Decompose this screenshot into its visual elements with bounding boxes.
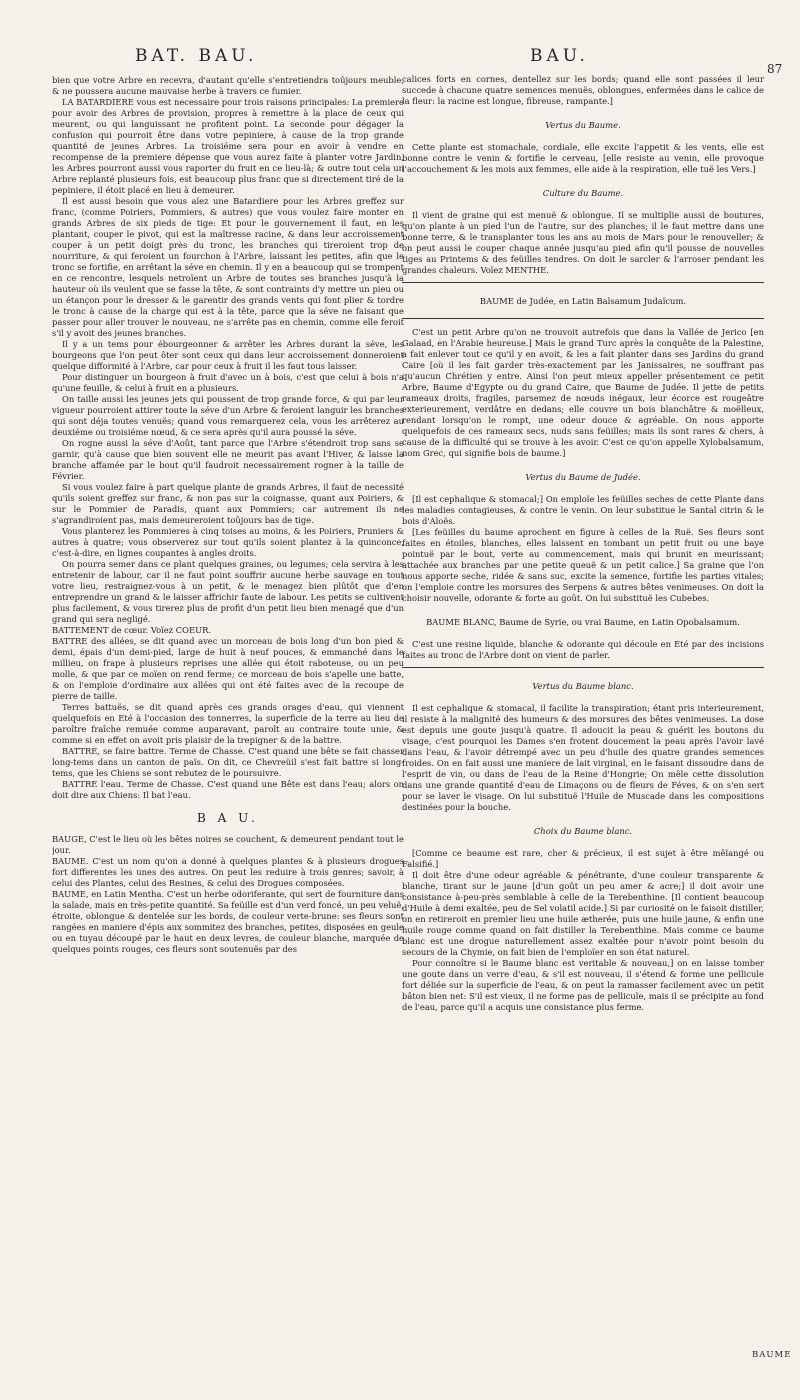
entry-battre-eau: BATTRE l'eau. Terme de Chasse. C'est quand une Bête est dans l'eau; alors on doit dire aux Chiens: Il bat l'eau. <box>52 779 404 800</box>
paragraph: calices forts en cornes, dentellez sur les bords; quand elle sont passées il leur succede à chacune quatre semences menuës, oblongues, enfermées dans le calice de la fleur: la racine est longue, fibreuse, rampante.] <box>402 74 764 106</box>
entry-battre-chasse: BATTRE, se faire battre. Terme de Chasse. C'est quand une bête se fait chasser long-tems dans un canton de païs. On dit, ce Chevreüil s'est fait battre si long-tems, que les Chiens se sont rebutez de le poursuivre. <box>52 746 404 778</box>
paragraph: bien que votre Arbre en recevra, d'autant qu'elle s'entretiendra toûjours meuble, & ne poussera aucune mauvaise herbe à travers ce fumier. <box>52 75 404 96</box>
subheading: Culture du Baume. <box>542 188 624 198</box>
entry-terres-battues: Terres battuës, se dit quand après ces grands orages d'eau, qui viennent quelquefois en Eté à l'occasion des tonnerres, la superficie de la terre au lieu de paroître fraîche remuée comme auparavant, paroît au contraire toute unie, & comme si en effet on avoit pris plaisir de la trepigner & de la battre. <box>52 702 404 745</box>
paragraph: Il vient de graine qui est menuë & oblongue. Il se multiplie aussi de boutures, qu'on plante à un pied l'un de l'autre, sur des planches; il le faut mettre dans une bonne terre, & le transplanter tous les ans au mois de Mars pour le renouveller; & on peut aussi le couper chaque année jusqu'au pied afin qu'il pousse de nouvelles tiges au Printems & des feüilles tendres. On doit le sarcler & l'arroser pendant les grandes chaleurs. Voïez MENTHE. <box>402 210 764 275</box>
paragraph: Il y a un tems pour ébourgeonner & arrêter les Arbres durant la séve, les bourgeons que l'on peut ôter sont ceux qui dans leur accroissement donneroient quelque difformité à l'Arbre, car pour ceux à fruit il les faut tous laisser. <box>52 339 404 371</box>
running-head-right: BAU. <box>530 46 589 66</box>
paragraph: On pourra semer dans ce plant quelques graines, ou legumes; cela servira à les entretenir de labour, car il ne faut point souffrir aucune herbe sauvage en tout votre lieu, restraignez-vous à un petit, & le menagez bien plûtôt que d'en entreprendre un grand & le laisser affrichir faute de labour. Les petits se cultivent plus facilement, & vous tirerez plus de profit d'un petit lieu bien menagé que d'un grand qui sera negligé. <box>52 559 404 624</box>
paragraph: C'est un petit Arbre qu'on ne trouvoit autrefois que dans la Vallée de Jerico [en Galaad, en l'Arabie heureuse.] Mais le grand Turc après la conquête de la Palestine, a fait enlever tout ce qu'il y en avoit, & les a fait planter dans ses Jardins du grand Caire [où il les fait garder très-exactement par les Janissaires, ne souffrant pas qu'aucun Chrétien y entre. Ainsi l'on peut mieux appeller présentement ce petit Arbre, Baume d'Egypte ou du grand Caire, que Baume de Judée. Il jette de petits rameaux droits, fragiles, parsemez de nœuds inégaux, leur écorce est rougeâtre exterieurement, verdâtre en dedans; elle couvre un bois blanchâtre & moëlleux, rendant lorsqu'on le rompt, une odeur douce & agréable. On nous apporte quelquefois de ces rameaux secs, nuds sans feüilles; mais ils sont rares & chers, à cause de la difficulté qui se trouve à les avoir. C'est ce qu'on appelle Xylobalsamum, nom Grec, qui signifie bois de baume.] <box>402 327 764 458</box>
right-column <box>402 74 764 1384</box>
entry-heading-judee: BAUME de Judée, en Latin Balsamum Judaïcum. <box>479 296 687 306</box>
paragraph: LA BATARDIERE vous est necessaire pour trois raisons principales: La premiere pour avoir des Arbres de provision, propres à remettre à la place de ceux qui meurent, ou qui languissant ne profitent point. La seconde pour dégager la confusion qui pourroit être dans votre pepiniere, à cause de la trop grande quantité de jeunes Arbres. La troisiéme sera pour en avoir à vendre en recompense de la premiere dépense que vous aurez faite à planter votre Jardin, les Arbres pourront aussi vous raporter du fruit en ce lieu-là; & outre tout cela un Arbre replanté plusieurs fois, est beaucoup plus franc que si directement tiré de la pepiniere, il étoit placé en lieu à demeurer. <box>52 97 404 195</box>
section-heading-bau: B A U. <box>197 811 259 825</box>
paragraph: Il est cephalique & stomacal, il facilite la transpiration; étant pris interieurement, il resiste à la malignité des humeurs & des morsures des bêtes venimeuses. La dose est depuis une goute jusqu'à quatre. Il adoucit la peau & guérit les boutons du visage, c'est pourquoi les Dames s'en frotent doucement la peau après l'avoir lavé dans l'eau, & l'avoir détrempé avec un peu d'huile des quatre grandes semences froides. On en fait aussi une maniere de lait virginal, en le faisant dissoudre dans de l'esprit de vin, ou dans de l'eau de la Reine d'Hongrie; On mêle cette dissolution dans une grande quantité d'eau de Limaçons ou de fleurs de Féves, & on s'en sert pour se laver le visage. On lui substituë l'Huile de Muscade dans les compositions destinées pour la bouche. <box>402 703 764 812</box>
page-number: 87 <box>767 62 783 76</box>
paragraph: [Les feüilles du baume aprochent en figure à celles de la Ruë. Ses fleurs sont faites en étoiles, blanches, elles laissent en tombant un petit fruit ou une baye pointuë par le bout, verte au commencement, mais qui brunit en meurissant; attachée aux branches par une petite queuë & un petit calice.] Sa graine que l'on nous apporte seche, ridée & sans suc, excite la semence, fortifie les parties vitales; on l'emploie contre les morsures des Serpens & autres bêtes venimeuses. On doit la choisir nouvelle, odorante & forte au goût. On lui substituë les Cubebes. <box>402 527 764 603</box>
paragraph: [Comme ce beaume est rare, cher & précieux, il est sujet à être mêlangé ou Falsifié.] <box>402 848 764 869</box>
paragraph: On taille aussi les jeunes jets qui poussent de trop grande force, & qui par leur vigueur pourroient attirer toute la séve d'un Arbre & feroient languir les branches qui sont déja toutes venuës; quand vous remarquerez cela, vous les arrêterez au deuxiéme ou troisiéme nœud, & ce sera après qu'il aura poussé la séve. <box>52 394 404 437</box>
entry-baume-mentha: BAUME, en Latin Mentha. C'est un herbe odoriferante, qui sert de fourniture dans la salade, mais en très-petite quantité. Sa feüille est d'un verd foncé, un peu veluë, étroite, oblongue & dentelée sur les bords, de couleur verte-brune: ses fleurs sont rangées en maniere d'épis aux sommitez des branches, petites, disposées en geule ou en tuyau découpé par le haut en deux levres, de couleur blanche, marquée de quelques points rouges, ces fleurs sont soutenuës par des <box>52 889 404 954</box>
paragraph: On rogne aussi la séve d'Août, tant parce que l'Arbre s'étendroit trop sans se garnir, qu'à cause que bien souvent elle ne meurit pas avant l'Hiver, & laisse la branche affamée par le bout qu'il faudroit necessairement rogner à la taille de Février. <box>52 438 404 481</box>
paragraph: Il est aussi besoin que vous aïez une Batardiere pour les Arbres greffez sur franc, (comme Poiriers, Pommiers, & autres) que vous voulez faire monter en grands Arbres de six pieds de tige: Et pour le gouvernement il faut, en les plantant, couper le pivot, qui est la maîtresse racine, & dans leur accroissement couper à un petit doigt près du tronc, les branches qui tireroient trop de nourriture, & qui feroient un fourchon à l'Arbre, laissant les petites, afin que le tronc se fortifie, en arrêtant la séve en chemin. Il y en a beaucoup qui se trompent en ce rencontre, lesquels netroïent un Arbre de toutes ses branches jusqu'à la hauteur où ils veulent que se fasse la tête, & sont contraints d'y mettre un pieu ou un étançon pour le dresser & le garentir des grands vents qui font plier & tordre le tronc à cause de la charge qui est à la tête, parce que la séve ne faisant que passer pour aller trouver le nouveau, ne s'arrête pas en chemin, comme elle feroit s'il y avoit des jeunes branches. <box>52 196 404 338</box>
divider <box>402 282 764 283</box>
paragraph: C'est une resine liquide, blanche & odorante qui découle en Eté par des incisions faites au tronc de l'Arbre dont on vient de parler. <box>402 639 764 660</box>
running-head-left: BAT. BAU. <box>135 46 258 66</box>
divider <box>402 318 764 319</box>
subheading: Vertus du Baume de Judée. <box>525 472 641 482</box>
catchword: BAUME <box>752 1350 792 1360</box>
entry-battement: BATTEMENT de cœur. Voïez COEUR. <box>52 625 212 635</box>
subheading: Vertus du Baume blanc. <box>532 681 634 691</box>
paragraph: Il doit être d'une odeur agréable & pénétrante, d'une couleur transparente & blanche, tirant sur le jaune [d'un goût un peu amer & acre;] il doit avoir une consistance à-peu-près semblable à celle de la Terebenthine. [Il contient beaucoup d'Huile à demi exaltée, peu de Sel volatil acide.] Si par curiosité on le faisoit distiller, on en retireroit en premier lieu une huile ætherée, puis une huile jaune, & enfin une huile rouge comme quand on fait distiller la Terebenthine. Mais comme ce baume blanc est une drogue naturellement assez exaltée pour n'avoir point besoin du secours de la Chymie, on fait bien de l'emploïer en son état naturel. <box>402 870 764 957</box>
paragraph: Vous planterez les Pommieres à cinq toises au moins, & les Poiriers, Pruniers & autres à quatre; vous observerez sur tout qu'ils soient plantez à la quinconce, c'est-à-dire, en lignes coupantes à angles droits. <box>52 526 404 558</box>
subheading: Vertus du Baume. <box>545 120 621 130</box>
paragraph: Pour distinguer un bourgeon à fruit d'avec un à bois, c'est que celui à bois n'a qu'une feuille, & celui à fruit en a plusieurs. <box>52 372 404 393</box>
paragraph: Cette plante est stomachale, cordiale, elle excite l'appetit & les vents, elle est bonne contre le venin & fortifie le cerveau, [elle resiste au venin, elle provoque l'accouchement & les mois aux femmes, elle aide à la respiration, elle tuë les Vers.] <box>402 142 764 174</box>
paragraph: Si vous voulez faire à part quelque plante de grands Arbres, il faut de necessité qu'ils soient greffez sur franc, & non pas sur la coignasse, quant aux Poiriers, & sur le Pommier de Paradis, quant aux Pommiers; car autrement ils ne s'agrandiroient pas, mais demeureroient toûjours bas de tige. <box>52 482 404 525</box>
subheading: Choix du Baume blanc. <box>533 826 633 836</box>
entry-heading-baume-blanc: BAUME BLANC, Baume de Syrie, ou vrai Baume, en Latin Opobalsamum. <box>426 617 740 627</box>
entry-bauge: BAUGE, C'est le lieu où les bêtes noires se couchent, & demeurent pendant tout le jour. <box>52 834 404 855</box>
paragraph: [Il est cephalique & stomacal;] On emploïe les feüilles seches de cette Plante dans les maladies contagieuses, & contre le venin. On leur substitue le Santal citrin & le bois d'Aloës. <box>402 494 764 526</box>
paragraph: Pour connoître si le Baume blanc est veritable & nouveau,] on en laisse tomber une goute dans un verre d'eau, & s'il est nouveau, il s'étend & forme une pellicule fort déliée sur la superficie de l'eau, & on peut la ramasser facilement avec un petit bâton bien net: S'il est vieux, il ne forme pas de pellicule, mais il se précipite au fond de l'eau, parce qu'il a acquis une consistance plus ferme. <box>402 958 764 1012</box>
entry-battre-allees: BATTRE des allées, se dit quand avec un morceau de bois long d'un bon pied & demi, épais d'un demi-pied, large de huit à neuf pouces, & emmanché dans le millieu, on frape à plusieurs reprises une allée qui étoit raboteuse, ou un peu molle, & que par ce moïen on rend ferme; ce morceau de bois s'apelle une batte, & on l'emploie d'ordinaire aux allées qui ont été faites avec de la recoupe de pierre de taille. <box>52 636 404 701</box>
divider <box>402 667 764 668</box>
left-column <box>52 75 404 1385</box>
entry-baume: BAUME. C'est un nom qu'on a donné à quelques plantes & à plusieurs drogues fort differentes les unes des autres. On peut les reduire à trois genres; savoir, à celui des Plantes, celui des Resines, & celui des Drogues composées. <box>52 856 404 888</box>
